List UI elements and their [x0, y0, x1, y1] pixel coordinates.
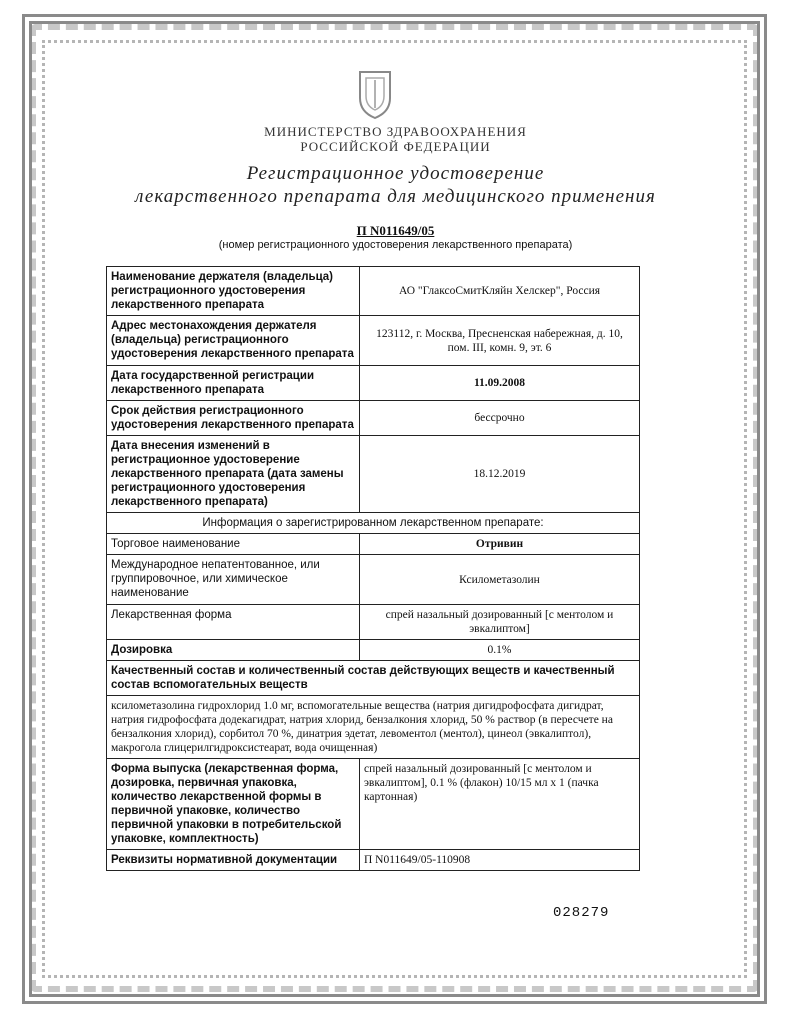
- table-row: [107, 850, 640, 871]
- document-title-line1: Регистрационное удостоверение: [246, 163, 545, 184]
- package-value: спрей назальный дозированный [с ментолом и эвкалиптом], 0.1 % (флакон) 10/15 мл х 1 (пачка картонная): [360, 759, 640, 850]
- package-label: Форма выпуска (лекарственная форма, дозировка, первичная упаковка, количество лекарственной формы в первичной упаковке, количество первичной упаковки в потребительской упаковке, комплектность): [107, 759, 360, 850]
- ministry-name-line2: РОССИЙСКОЙ ФЕДЕРАЦИИ: [300, 139, 491, 154]
- table-row: [107, 534, 640, 555]
- registration-date-value: 11.09.2008: [360, 366, 640, 401]
- table-row: [107, 759, 640, 850]
- table-row: [107, 316, 640, 366]
- composition-heading: Качественный состав и количественный состав действующих веществ и качественный состав вспомогательных веществ: [107, 661, 640, 696]
- validity-value: бессрочно: [360, 401, 640, 436]
- table-row: [107, 661, 640, 696]
- ministry-name-line1: МИНИСТЕРСТВО ЗДРАВООХРАНЕНИЯ: [264, 124, 527, 139]
- changes-date-value: 18.12.2019: [360, 436, 640, 513]
- holder-value: АО "ГлаксоСмитКляйн Хелскер", Россия: [360, 267, 640, 316]
- holder-label: Наименование держателя (владельца) регистрационного удостоверения лекарственного препарата: [107, 267, 360, 316]
- document-title-line2: лекарственного препарата для медицинского применения: [135, 186, 656, 207]
- dose-value: 0.1%: [360, 640, 640, 661]
- inn-value: Ксилометазолин: [360, 555, 640, 605]
- registration-number-caption: (номер регистрационного удостоверения лекарственного препарата): [218, 239, 573, 251]
- state-emblem-icon: [352, 68, 398, 120]
- table-row: [107, 555, 640, 605]
- address-value: 123112, г. Москва, Пресненская набережная, д. 10, пом. III, комн. 9, эт. 6: [360, 316, 640, 366]
- info-heading: Информация о зарегистрированном лекарственном препарате:: [107, 513, 640, 534]
- trade-name-label: Торговое наименование: [107, 534, 360, 555]
- table-row: [107, 366, 640, 401]
- changes-date-label: Дата внесения изменений в регистрационное удостоверение лекарственного препарата (дата замены регистрационного удостоверения лекарственного препарата): [107, 436, 360, 513]
- table-row: [107, 640, 640, 661]
- validity-label: Срок действия регистрационного удостоверения лекарственного препарата: [107, 401, 360, 436]
- registration-number: П N011649/05: [356, 223, 435, 238]
- dosage-form-label: Лекарственная форма: [107, 605, 360, 640]
- trade-name-value: Отривин: [360, 534, 640, 555]
- table-row: [107, 513, 640, 534]
- table-row: [107, 267, 640, 316]
- table-row: [107, 605, 640, 640]
- table-row: [107, 696, 640, 759]
- dose-label: Дозировка: [107, 640, 360, 661]
- form-serial-number: 028279: [553, 905, 610, 921]
- address-label: Адрес местонахождения держателя (владельца) регистрационного удостоверения лекарственного препарата: [107, 316, 360, 366]
- composition-value: ксилометазолина гидрохлорид 1.0 мг, вспомогательные вещества (натрия дигидрофосфата дигидрат, натрия гидрофосфата додекагидрат, натрия хлорид, бензалкония хлорид, 50 % раствор (в пересчете на бензалкония хлорид), сорбитол 70 %, динатрия эдетат, левоментол (ментол), цинеол (эвкалиптол), макрогола глицерилгидроксистеарат, вода очищенная): [107, 696, 640, 759]
- certificate-table: [106, 266, 640, 871]
- normative-docs-value: П N011649/05-110908: [360, 850, 640, 871]
- inn-label: Международное непатентованное, или группировочное, или химическое наименование: [107, 555, 360, 605]
- table-row: [107, 401, 640, 436]
- normative-docs-label: Реквизиты нормативной документации: [107, 850, 360, 871]
- dosage-form-value: спрей назальный дозированный [с ментолом и эвкалиптом]: [360, 605, 640, 640]
- table-row: [107, 436, 640, 513]
- registration-date-label: Дата государственной регистрации лекарственного препарата: [107, 366, 360, 401]
